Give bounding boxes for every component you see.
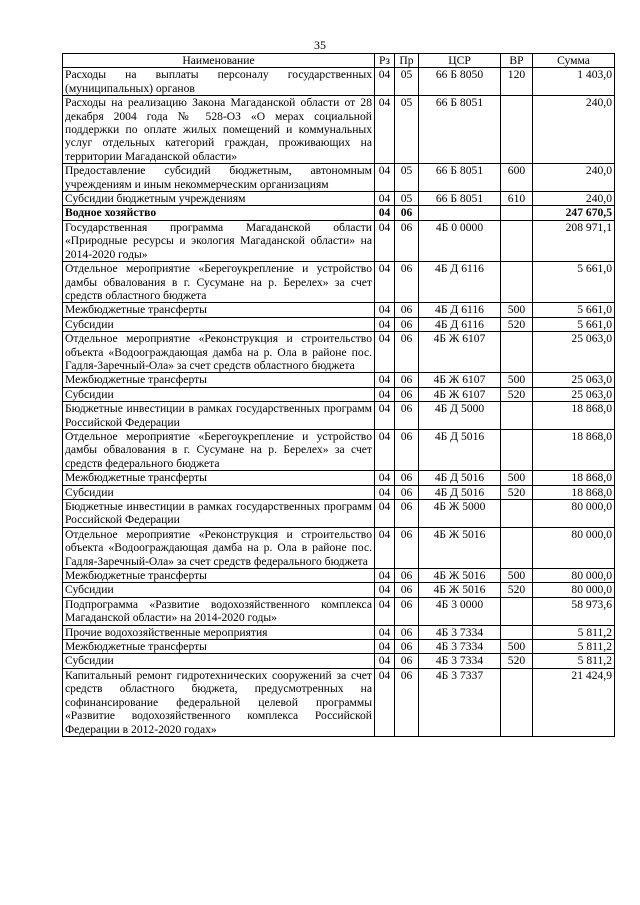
cell-sum: 18 868,0 <box>533 485 615 499</box>
cell-sum: 240,0 <box>533 192 615 206</box>
header-name: Наименование <box>63 54 375 68</box>
cell-rz: 04 <box>375 471 395 485</box>
cell-name: Межбюджетные трансферты <box>63 373 375 387</box>
table-row <box>63 597 615 625</box>
cell-csr: 4Б Ж 5000 <box>419 500 501 528</box>
header-csr: ЦСР <box>419 54 501 68</box>
cell-pr: 06 <box>395 402 419 430</box>
cell-rz: 04 <box>375 429 395 470</box>
cell-vr <box>501 402 533 430</box>
cell-vr: 610 <box>501 192 533 206</box>
cell-sum: 80 000,0 <box>533 527 615 568</box>
cell-sum: 18 868,0 <box>533 429 615 470</box>
table-row <box>63 485 615 499</box>
cell-vr: 520 <box>501 387 533 401</box>
cell-sum: 58 973,6 <box>533 597 615 625</box>
header-pr: Пр <box>395 54 419 68</box>
cell-name: Межбюджетные трансферты <box>63 303 375 317</box>
cell-rz: 04 <box>375 527 395 568</box>
cell-pr: 05 <box>395 96 419 164</box>
table-row <box>63 527 615 568</box>
cell-rz: 04 <box>375 668 395 736</box>
cell-sum: 208 971,1 <box>533 220 615 261</box>
cell-name: Межбюджетные трансферты <box>63 640 375 654</box>
cell-rz: 04 <box>375 373 395 387</box>
cell-csr: 4Б 3 7334 <box>419 654 501 668</box>
table-row <box>63 654 615 668</box>
budget-table <box>62 53 615 737</box>
cell-vr: 520 <box>501 317 533 331</box>
cell-csr: 4Б Д 5016 <box>419 485 501 499</box>
cell-name: Капитальный ремонт гидротехнических сооружений за счет средств областного бюджета, предусмотренных на софинансирование федеральной целевой программы «Развитие водохозяйственного комплекса Российской Федерации в 2012-2020 годах» <box>63 668 375 736</box>
cell-vr <box>501 96 533 164</box>
table-row <box>63 569 615 583</box>
cell-sum: 25 063,0 <box>533 373 615 387</box>
cell-pr: 06 <box>395 485 419 499</box>
header-rz: Рз <box>375 54 395 68</box>
cell-vr <box>501 527 533 568</box>
cell-pr: 06 <box>395 625 419 639</box>
cell-name: Подпрограмма «Развитие водохозяйственного комплекса Магаданской области» на 2014-2020 годы» <box>63 597 375 625</box>
cell-csr: 4Б 3 7334 <box>419 640 501 654</box>
table-row <box>63 206 615 220</box>
cell-rz: 04 <box>375 164 395 192</box>
cell-vr <box>501 500 533 528</box>
cell-sum: 18 868,0 <box>533 402 615 430</box>
cell-rz: 04 <box>375 317 395 331</box>
cell-rz: 04 <box>375 597 395 625</box>
cell-csr: 66 Б 8051 <box>419 96 501 164</box>
cell-vr <box>501 429 533 470</box>
table-row <box>63 303 615 317</box>
cell-rz: 04 <box>375 387 395 401</box>
cell-name: Субсидии <box>63 317 375 331</box>
cell-sum: 1 403,0 <box>533 68 615 96</box>
cell-sum: 5 661,0 <box>533 317 615 331</box>
cell-pr: 06 <box>395 597 419 625</box>
table-row <box>63 373 615 387</box>
cell-csr: 66 Б 8051 <box>419 164 501 192</box>
table-row <box>63 262 615 303</box>
cell-csr <box>419 206 501 220</box>
cell-name: Государственная программа Магаданской области «Природные ресурсы и экология Магаданской области» на 2014-2020 годы» <box>63 220 375 261</box>
cell-sum: 80 000,0 <box>533 583 615 597</box>
cell-name: Расходы на выплаты персоналу государственных (муниципальных) органов <box>63 68 375 96</box>
cell-pr: 06 <box>395 429 419 470</box>
cell-pr: 06 <box>395 527 419 568</box>
cell-name: Прочие водохозяйственные мероприятия <box>63 625 375 639</box>
cell-name: Межбюджетные трансферты <box>63 569 375 583</box>
table-row <box>63 500 615 528</box>
cell-rz: 04 <box>375 96 395 164</box>
cell-rz: 04 <box>375 569 395 583</box>
cell-rz: 04 <box>375 192 395 206</box>
cell-csr: 4Б Ж 5016 <box>419 583 501 597</box>
cell-rz: 04 <box>375 654 395 668</box>
cell-rz: 04 <box>375 625 395 639</box>
cell-name: Субсидии бюджетным учреждениям <box>63 192 375 206</box>
cell-pr: 05 <box>395 164 419 192</box>
cell-sum: 18 868,0 <box>533 471 615 485</box>
cell-rz: 04 <box>375 303 395 317</box>
cell-rz: 04 <box>375 262 395 303</box>
cell-vr: 500 <box>501 303 533 317</box>
cell-name: Предоставление субсидий бюджетным, автономным учреждениям и иным некоммерческим организациям <box>63 164 375 192</box>
cell-sum: 247 670,5 <box>533 206 615 220</box>
cell-pr: 05 <box>395 192 419 206</box>
cell-sum: 240,0 <box>533 96 615 164</box>
cell-vr: 500 <box>501 373 533 387</box>
cell-csr: 4Б Д 6116 <box>419 303 501 317</box>
cell-name: Субсидии <box>63 654 375 668</box>
cell-vr <box>501 220 533 261</box>
cell-pr: 06 <box>395 262 419 303</box>
table-row <box>63 387 615 401</box>
cell-pr: 06 <box>395 471 419 485</box>
cell-csr: 4Б 3 7334 <box>419 625 501 639</box>
cell-pr: 05 <box>395 68 419 96</box>
cell-sum: 5 661,0 <box>533 262 615 303</box>
cell-rz: 04 <box>375 402 395 430</box>
cell-vr: 120 <box>501 68 533 96</box>
cell-csr: 4Б 0 0000 <box>419 220 501 261</box>
cell-vr <box>501 597 533 625</box>
cell-pr: 06 <box>395 640 419 654</box>
cell-vr: 520 <box>501 654 533 668</box>
table-row <box>63 625 615 639</box>
table-header-row <box>63 54 615 68</box>
page-number: 35 <box>314 38 326 52</box>
cell-csr: 4Б Ж 5016 <box>419 527 501 568</box>
table-row <box>63 402 615 430</box>
cell-name: Расходы на реализацию Закона Магаданской области от 28 декабря 2004 года № 528-ОЗ «О мерах социальной поддержки по оплате жилых помещений и коммунальных услуг отдельных категорий граждан, проживающих на территории Магаданской области» <box>63 96 375 164</box>
cell-pr: 06 <box>395 220 419 261</box>
cell-csr: 4Б Ж 6107 <box>419 387 501 401</box>
cell-rz: 04 <box>375 583 395 597</box>
cell-rz: 04 <box>375 220 395 261</box>
header-sum: Сумма <box>533 54 615 68</box>
cell-vr <box>501 625 533 639</box>
cell-name: Субсидии <box>63 387 375 401</box>
cell-sum: 80 000,0 <box>533 569 615 583</box>
table-row <box>63 429 615 470</box>
cell-rz: 04 <box>375 332 395 373</box>
cell-pr: 06 <box>395 569 419 583</box>
cell-name: Субсидии <box>63 583 375 597</box>
cell-csr: 4Б 3 7337 <box>419 668 501 736</box>
table-row <box>63 583 615 597</box>
cell-csr: 4Б Д 5000 <box>419 402 501 430</box>
table-row <box>63 68 615 96</box>
cell-sum: 25 063,0 <box>533 387 615 401</box>
cell-sum: 5 811,2 <box>533 625 615 639</box>
cell-sum: 25 063,0 <box>533 332 615 373</box>
cell-name: Отдельное мероприятие «Берегоукрепление и устройство дамбы обвалования в г. Сусумане на р. Берелех» за счет средств федерального бюджета <box>63 429 375 470</box>
table-row <box>63 164 615 192</box>
cell-vr: 500 <box>501 640 533 654</box>
cell-pr: 06 <box>395 500 419 528</box>
cell-csr: 4Б 3 0000 <box>419 597 501 625</box>
cell-csr: 4Б Ж 6107 <box>419 332 501 373</box>
cell-pr: 06 <box>395 332 419 373</box>
cell-rz: 04 <box>375 485 395 499</box>
cell-vr: 600 <box>501 164 533 192</box>
cell-pr: 06 <box>395 583 419 597</box>
cell-csr: 4Б Д 6116 <box>419 262 501 303</box>
cell-sum: 5 811,2 <box>533 640 615 654</box>
cell-pr: 06 <box>395 206 419 220</box>
cell-sum: 21 424,9 <box>533 668 615 736</box>
table-row <box>63 471 615 485</box>
cell-vr <box>501 332 533 373</box>
cell-pr: 06 <box>395 387 419 401</box>
cell-name: Отдельное мероприятие «Берегоукрепление и устройство дамбы обвалования в г. Сусумане на р. Берелех» за счет средств областного бюджета <box>63 262 375 303</box>
cell-rz: 04 <box>375 640 395 654</box>
cell-csr: 4Б Ж 5016 <box>419 569 501 583</box>
cell-csr: 4Б Д 6116 <box>419 317 501 331</box>
cell-csr: 4Б Д 5016 <box>419 429 501 470</box>
cell-name: Отдельное мероприятие «Реконструкция и строительство объекта «Водоограждающая дамба на р. Ола в районе пос. Гадля-Заречный-Ола» за счет средств областного бюджета <box>63 332 375 373</box>
cell-pr: 06 <box>395 317 419 331</box>
cell-vr <box>501 668 533 736</box>
cell-csr: 66 Б 8051 <box>419 192 501 206</box>
cell-vr: 500 <box>501 569 533 583</box>
cell-vr: 520 <box>501 485 533 499</box>
cell-rz: 04 <box>375 206 395 220</box>
cell-sum: 240,0 <box>533 164 615 192</box>
table-row <box>63 96 615 164</box>
cell-csr: 66 Б 8050 <box>419 68 501 96</box>
cell-sum: 5 811,2 <box>533 654 615 668</box>
cell-csr: 4Б Ж 6107 <box>419 373 501 387</box>
table-row <box>63 640 615 654</box>
table-row <box>63 668 615 736</box>
cell-name: Отдельное мероприятие «Реконструкция и строительство объекта «Водоограждающая дамба на р. Ола в районе пос. Гадля-Заречный-Ола» за счет средств федерального бюджета <box>63 527 375 568</box>
table-row <box>63 192 615 206</box>
cell-name: Бюджетные инвестиции в рамках государственных программ Российской Федерации <box>63 402 375 430</box>
cell-rz: 04 <box>375 68 395 96</box>
cell-vr <box>501 206 533 220</box>
cell-name: Бюджетные инвестиции в рамках государственных программ Российской Федерации <box>63 500 375 528</box>
table-row <box>63 317 615 331</box>
cell-pr: 06 <box>395 668 419 736</box>
table-body <box>63 68 615 737</box>
cell-vr: 520 <box>501 583 533 597</box>
table-row <box>63 220 615 261</box>
cell-name: Водное хозяйство <box>63 206 375 220</box>
cell-sum: 5 661,0 <box>533 303 615 317</box>
cell-vr: 500 <box>501 471 533 485</box>
cell-pr: 06 <box>395 373 419 387</box>
cell-name: Межбюджетные трансферты <box>63 471 375 485</box>
table-row <box>63 332 615 373</box>
cell-vr <box>501 262 533 303</box>
cell-rz: 04 <box>375 500 395 528</box>
cell-pr: 06 <box>395 303 419 317</box>
cell-csr: 4Б Д 5016 <box>419 471 501 485</box>
cell-name: Субсидии <box>63 485 375 499</box>
cell-pr: 06 <box>395 654 419 668</box>
cell-sum: 80 000,0 <box>533 500 615 528</box>
header-vr: ВР <box>501 54 533 68</box>
